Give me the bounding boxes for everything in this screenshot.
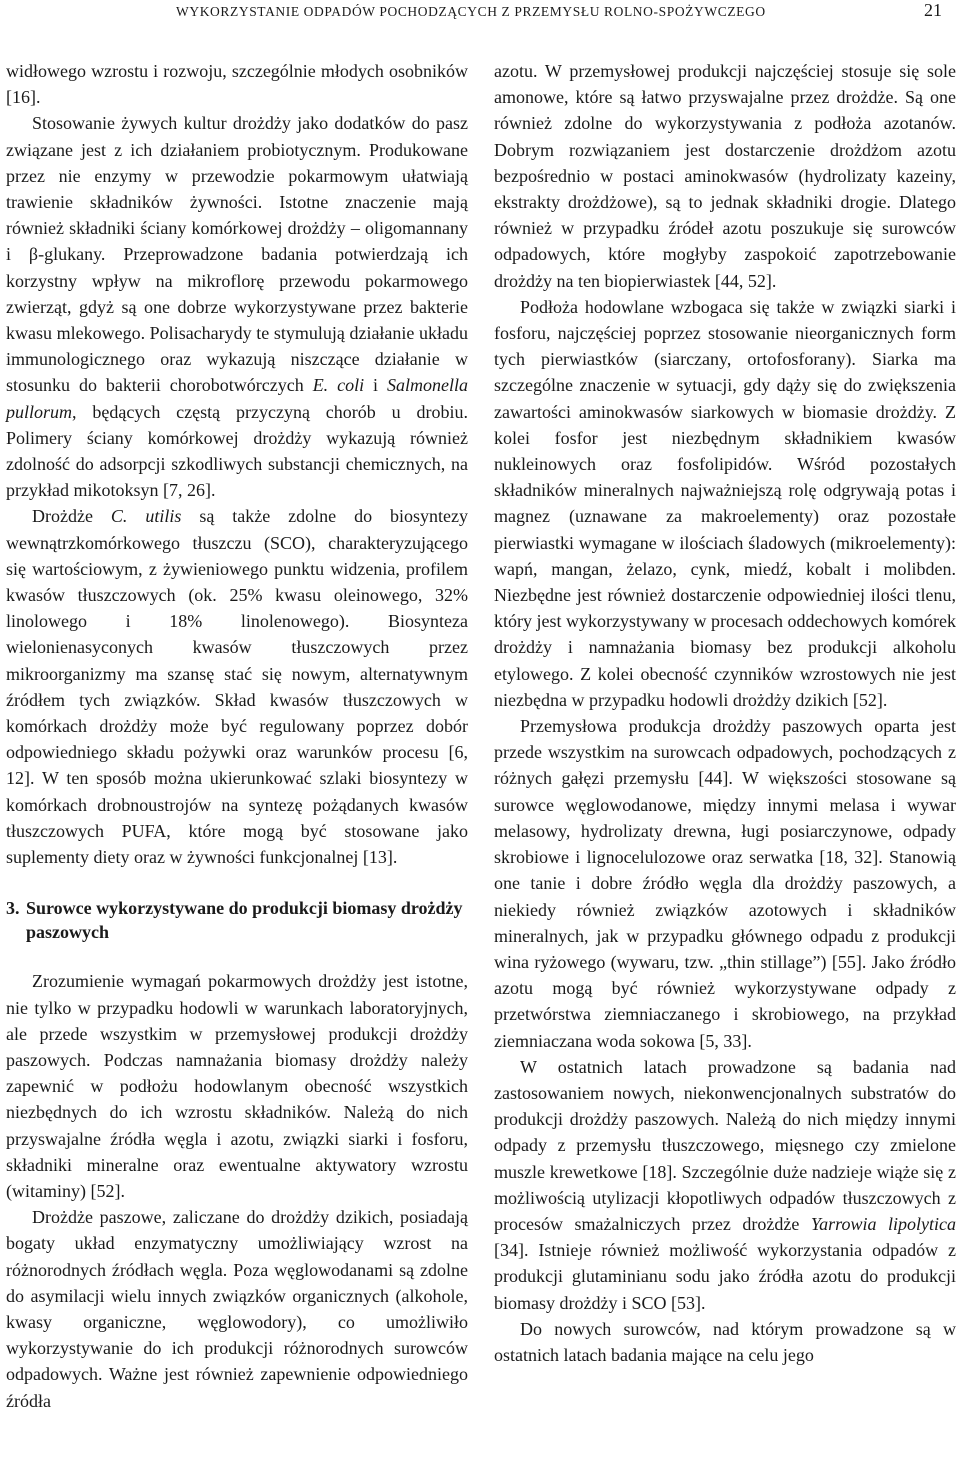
left-column [6,58,468,1414]
paragraph: Do nowych surowców, nad którym prowadzone są w ostatnich latach badania mające na celu jego [494,1318,956,1365]
section-title: Surowce wykorzystywane do produkcji biomasy drożdży paszowych [26,898,463,943]
running-header [0,0,960,40]
running-title: WYKORZYSTANIE ODPADÓW POCHODZĄCYCH Z PRZEMYSŁU ROLNO-SPOŻYWCZEGO [176,4,766,19]
paragraph-text: W ostatnich latach prowadzone są badania nad zastosowaniem nowych, niekonwencjonalnych substratów do produkcji drożdży paszowych. Należą do nich między innymi odpady z przemysłu tłuszczowego, mięsnego czy zmielone muszle krewetkowe [18]. Szczególnie duże nadzieje wiąże się z możliwością utylizacji kłopotliwych odpadów tłuszczowych z procesów smażalniczych przez drożdże [494,1056,956,1234]
paragraph: Podłoża hodowlane wzbogaca się także w związki siarki i fosforu, najczęściej poprzez stosowanie nieorganicznych form tych pierwiastków (siarczany, ortofosforany). Siarka ma szczególne znaczenie w sytuacji, gdy dąży się do zwiększenia zawartości aminokwasów siarkowych w biomasie drożdży. Z kolei fosfor jest niezbędnym składnikiem kwasów nukleinowych oraz fosfolipidów. Wśród pozostałych składników mineralnych najważniejszą rolę odgrywają potas i magnez (uznawane za makroelementy) oraz pozostałe pierwiastki wymagane w ilościach śladowych (mikroelementy): wapń, mangan, żelazo, cynk, miedź, kobalt i molibden. Niezbędne jest również dostarczenie odpowiedniej ilości tlenu, który jest wykorzystywany w procesach oddechowych komórek drożdży i namnażania biomasy bez produkcji alkoholu etylowego. Z kolei obecność czynników wzrostowych nie jest niezbędna w przypadku hodowli drożdży dzikich [52]. [494,296,956,710]
paragraph [6,110,468,503]
paragraph [6,503,468,870]
paragraph: Przemysłowa produkcja drożdży paszowych oparta jest przede wszystkim na surowcach odpadowych, pochodzących z różnych gałęzi przemysłu [44]. W większości stosowane są surowce węglowodanowe, między innymi melasa i wywar melasowy, hydrolizaty drewna, ługi posiarczynowe, odpady skrobiowe i lignocelulozowe oraz serwatka [18, 32]. Stanowią one tanie i dobre źródło węgla dla drożdży paszowych, a niekiedy również związków azotowych i składników mineralnych, jak w przypadku głównego odpadu z produkcji wina ryżowego (wywaru, tzw. „thin stillage”) [55]. Jako źródło azotu mogą być również wykorzystywane odpady z przetwórstwa ziemniaczanego i skrobiowego, na przykład ziemniaczana woda sokowa [5, 33]. [494,716,956,1051]
paragraph: azotu. W przemysłowej produkcji najczęściej stosuje się sole amonowe, które są łatwo przyswajalne przez drożdże. Są one również zdolne do wykorzystywania z podłoża azotanów. Dobrym rozwiązaniem jest dostarczenie drożdżom azotu bezpośrednio w postaci aminokwasów (hydrolizaty kazeiny, ekstrakty drożdżowe), są to jednak składniki drogie. Dlatego również w przypadku źródeł azotu poszukuje się surowców odpadowych, które mogłyby zaspokoić zapotrzebowanie drożdży na ten biopierwiastek [44, 52]. [494,61,956,291]
species-name: C. utilis [110,506,182,527]
paragraph-text: i [364,375,387,396]
paragraph-text: Drożdże [32,506,111,527]
paragraph-text: [34]. Istnieje również możliwość wykorzystania odpadów z produkcji glutaminianu sodu jako źródła azotu do produkcji biomasy drożdży i SCO [53]. [494,1240,956,1313]
paragraph-text: Stosowanie żywych kultur drożdży jako dodatków do pasz związane jest z ich działaniem probiotycznym. Produkowane przez nie enzymy w przewodzie pokarmowym ułatwiają trawienie składników żywności. Istotne znaczenie mają również składniki ściany komórkowej drożdży – oligomannany i β-glukany. Przeprowadzone badania potwierdzają ich korzystny wpływ na mikroflorę przewodu pokarmowego zwierząt, gdyż są one dobrze wykorzystywane przez bakterie kwasu mlekowego. Polisacharydy te stymulują działanie układu immunologicznego oraz wykazują niszczące działanie w stosunku do bakterii chorobotwórczych [6,113,468,396]
right-column [494,58,956,1368]
species-name: E. coli [312,375,365,396]
section-heading [6,896,468,944]
paragraph [494,1054,956,1316]
paragraph-text: , będących częstą przyczyną chorób u drobiu. Polimery ściany komórkowej drożdży wykazują również zdolność do adsorpcji szkodliwych substancji chemicznych, na przykład mikotoksyn [7, 26]. [6,401,468,501]
species-name: Salmonella pullorum [6,375,468,422]
paragraph: Zrozumienie wymagań pokarmowych drożdży jest istotne, nie tylko w przypadku hodowli w warunkach laboratoryjnych, ale przede wszystkim w przemysłowej produkcji drożdży paszowych. Podczas namnażania biomasy drożdży należy zapewnić w podłożu hodowlanym obecność wszystkich niezbędnych do ich wzrostu składników. Należą do nich przyswajalne źródła węgla i azotu, związki siarki i fosforu, składniki mineralne oraz ewentualne aktywatory wzrostu (witaminy) [52]. [6,971,468,1201]
page-number: 21 [924,0,942,20]
paragraph: Drożdże paszowe, zaliczane do drożdży dzikich, posiadają bogaty układ enzymatyczny umożliwiający wzrost na różnorodnych źródłach węgla. Poza węglowodanami są zdolne do asymilacji wielu innych związków organicznych (alkohole, kwasy organiczne, węglowodory), co umożliwiło wykorzystywanie do ich produkcji różnorodnych surowców odpadowych. Ważne jest również zapewnienie odpowiedniego źródła [6,1207,468,1411]
paragraph: widłowego wzrostu i rozwoju, szczególnie młodych osobników [16]. [6,61,468,108]
paragraph-text: są także zdolne do biosyntezy wewnątrzkomórkowego tłuszczu (SCO), charakteryzującego się wartościowym, z żywieniowego punktu widzenia, profilem kwasów tłuszczowych (ok. 25% kwasu oleinowego, 32% linolowego i 18% linolenowego). Biosynteza wielonienasyconych kwasów tłuszczowych przez mikroorganizmy ma szansę stać się nowym, alternatywnym źródłem tych związków. Skład kwasów tłuszczowych w komórkach drożdży może być regulowany poprzez dobór odpowiedniego składu pożywki oraz warunków procesu [6, 12]. W ten sposób można ukierunkować szlaki biosyntezy w komórkach drobnoustrojów na syntezę pożądanych kwasów tłuszczowych PUFA, które mogą być stosowane jako suplementy diety oraz w żywności funkcjonalnej [13]. [6,506,469,868]
section-number: 3. [6,898,20,919]
species-name: Yarrowia lipolytica [810,1213,956,1234]
